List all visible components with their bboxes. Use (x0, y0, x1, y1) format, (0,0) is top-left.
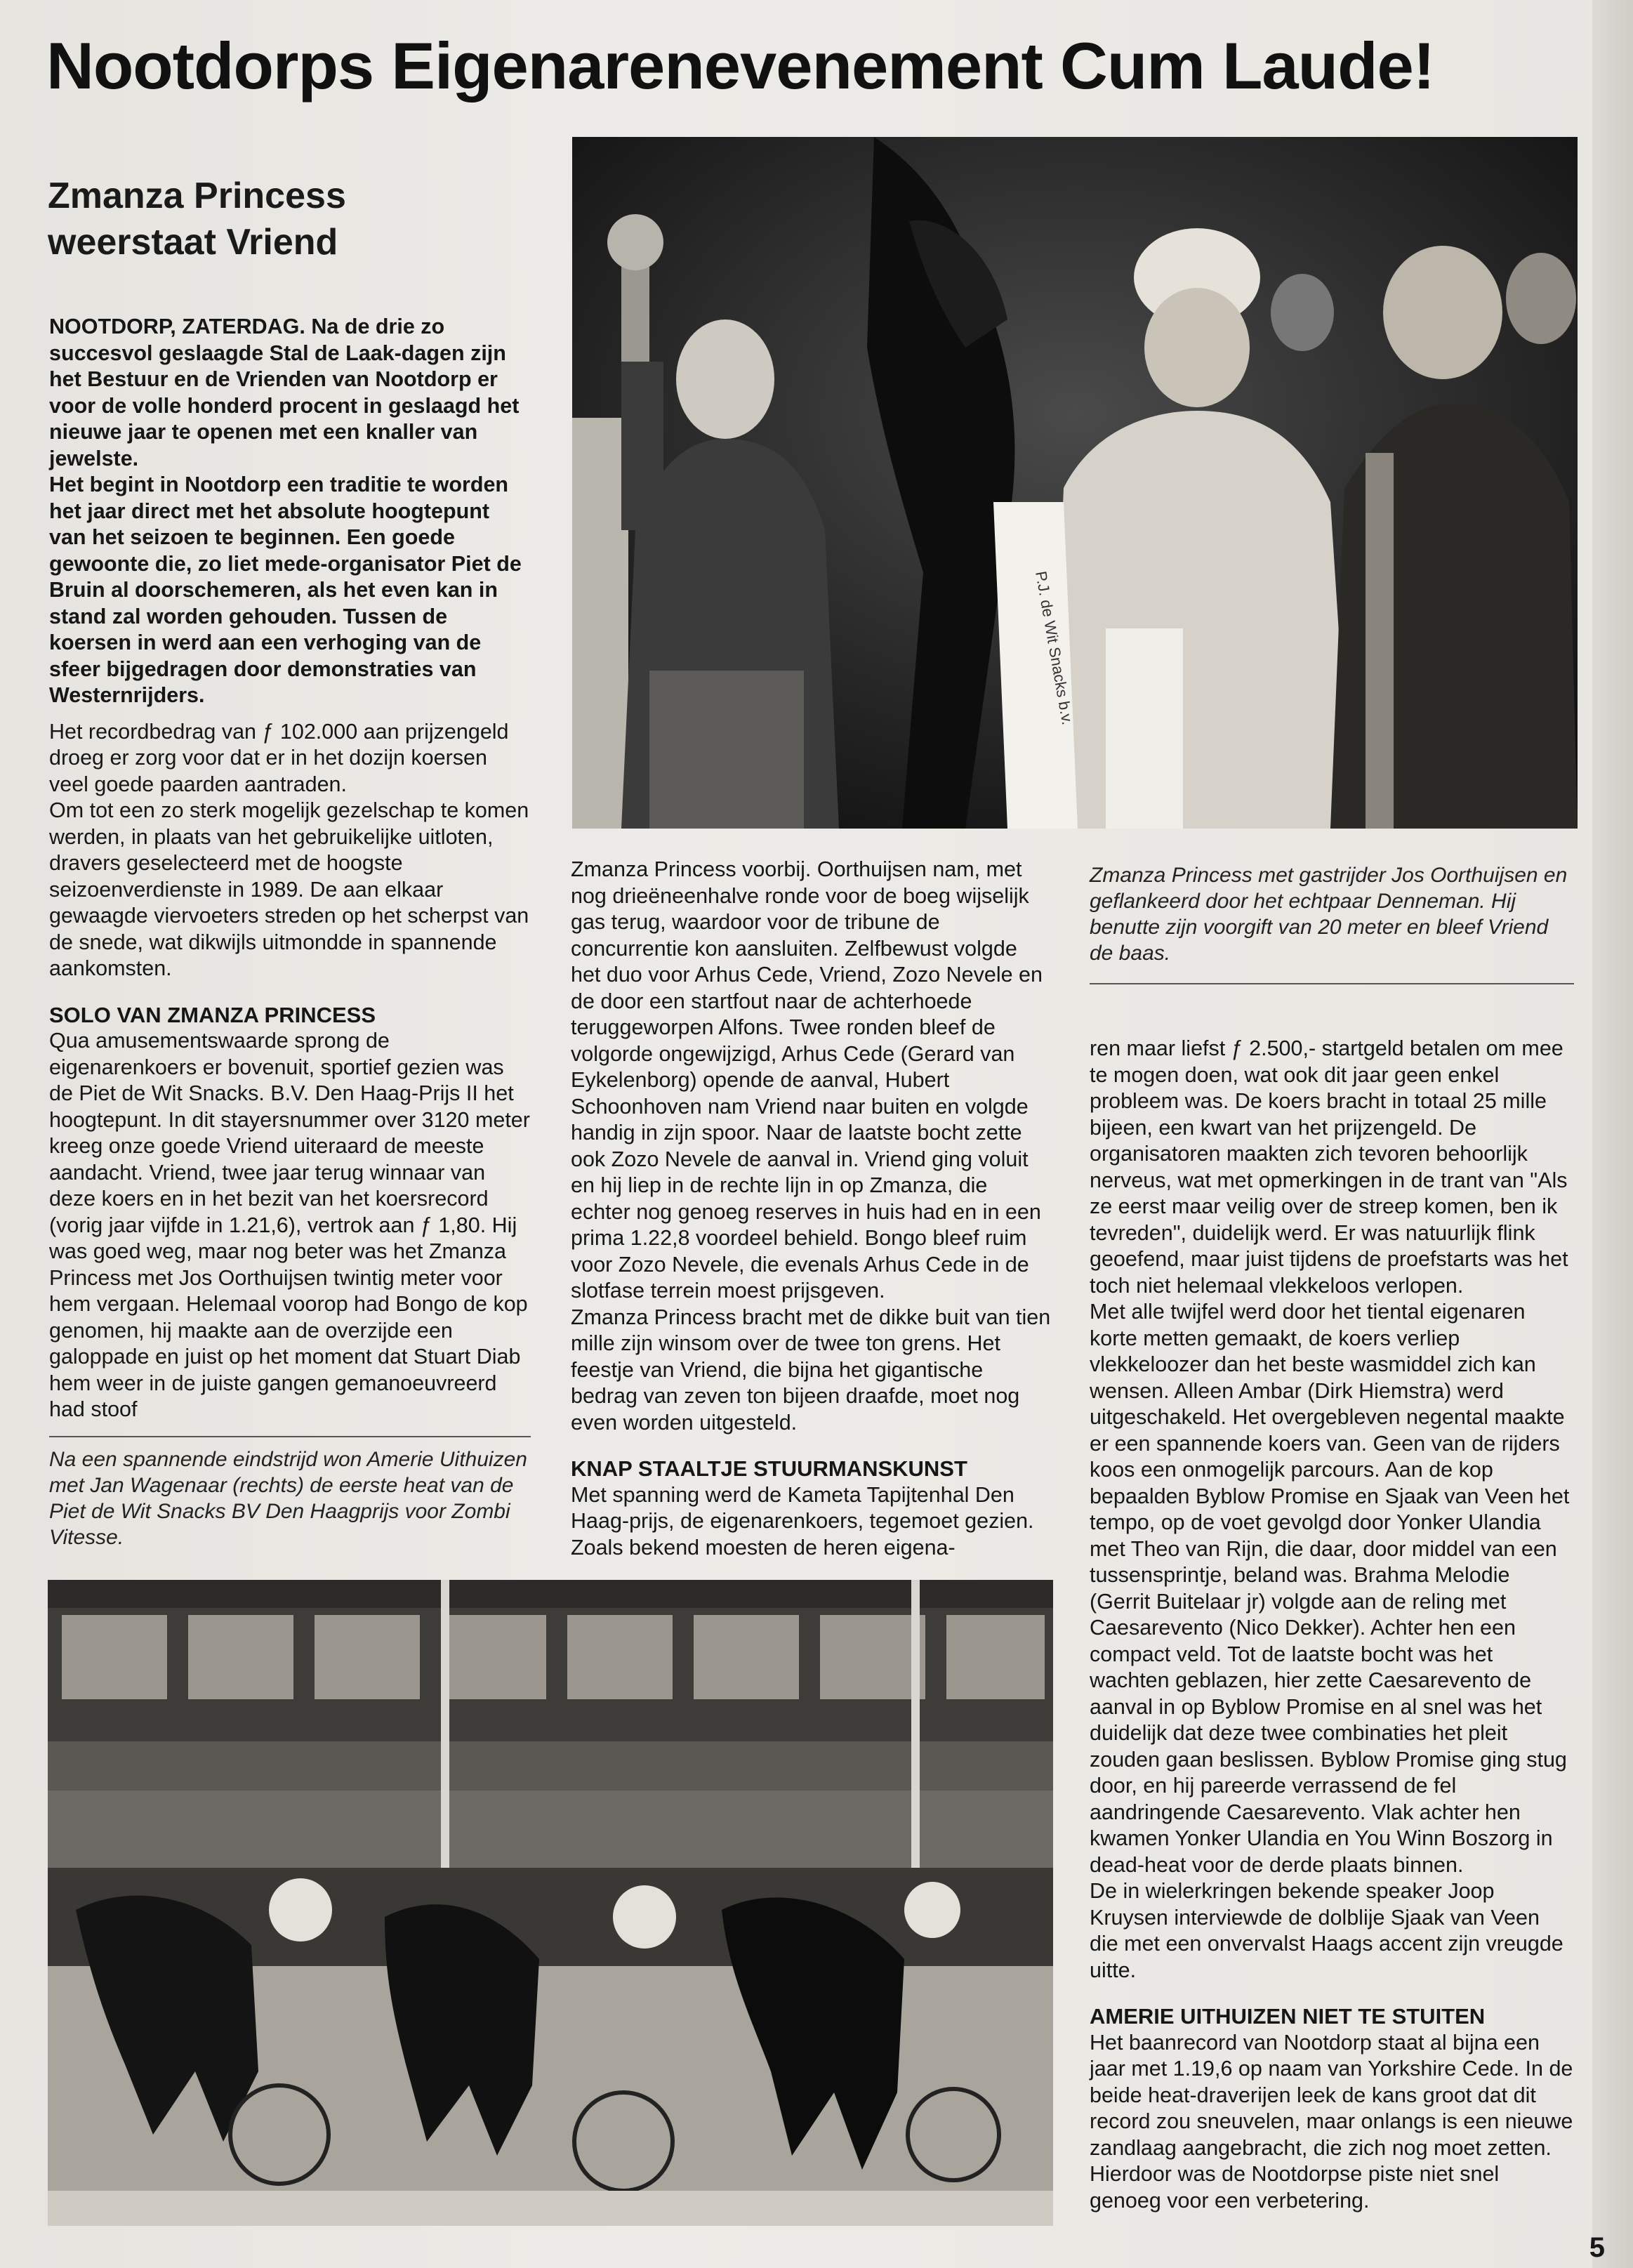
winner-photo-illustration (572, 137, 1578, 829)
section-heading-amerie: AMERIE UITHUIZEN NIET TE STUITEN (1090, 2004, 1486, 2029)
subheadline-line-1: Zmanza Princess (48, 176, 346, 216)
column-1-paragraph-1: Het recordbedrag van ƒ 102.000 aan prijzengeld droeg er zorg voor dat er in het dozijn koersen veel goede paarden aantraden. Om tot een zo sterk mogelijk gezelschap te komen werden, in plaats van het gebruikelijke uitloten, dravers geselecteerd met de hoogste seizoenverdienste in 1989. De aan elkaar gewaagde viervoeters streden op het scherpst van de snede, wat dikwijls uitmondde in spannende aankomsten. (49, 719, 529, 980)
column-1-paragraph-2: Qua amusementswaarde sprong de eigenarenkoers er bovenuit, sportief gezien was de Piet de Wit Snacks. B.V. Den Haag-Prijs II het hoogtepunt. In dit stayersnummer over 3120 meter kreeg onze goede Vriend uiteraard de meeste aandacht. Vriend, twee jaar terug winnaar van deze koers en in het bezit van het koersrecord (vorig jaar vijfde in 1.21,6), vertrok aan ƒ 1,80. Hij was goed weg, maar nog beter was het Zmanza Princess met Jos Oorthuijsen twintig meter voor hem vergaan. Helemaal voorop had Bongo de kop genomen, hij maakte aan de overzijde een galoppade en juist op het moment dat Stuart Diab hem weer in de juiste gangen gemanoeuvreerd had stoof (49, 1029, 530, 1421)
section-heading-stuurmanskunst: KNAP STAALTJE STUURMANSKUNST (571, 1456, 967, 1481)
race-photo (48, 1580, 1053, 2226)
column-2-paragraph-2: Met spanning werd de Kameta Tapijtenhal Den Haag-prijs, de eigenarenkoers, tegemoet gezien. Zoals bekend moesten de heren eigena- (571, 1482, 1034, 1560)
divider-left (49, 1436, 531, 1437)
page-edge (1592, 0, 1633, 2268)
ribbon-text: P.J. de Wit Snacks b.v. (1032, 569, 1077, 727)
column-1 (49, 314, 531, 1423)
race-photo-illustration (48, 1580, 1053, 2226)
column-3-paragraph-2: Het baanrecord van Nootdorp staat al bijna een jaar met 1.19,6 op naam van Yorkshire Cede. In de beide heat-draverijen leek de kans groot dat dit record zou sneuvelen, maar onlangs is een nieuwe zandlaag aangebracht, die zich nog moet zetten. Hierdoor was de Nootdorpse piste niet snel genoeg voor een verbetering. (1090, 2030, 1573, 2213)
headline: Nootdorps Eigenarenevenement Cum Laude! (46, 29, 1435, 103)
caption-race-photo: Na een spannende eindstrijd won Amerie Uithuizen met Jan Wagenaar (rechts) de eerste heat van de Piet de Wit Snacks BV Den Haagprijs voor Zombi Vitesse. (49, 1448, 527, 1549)
section-heading-solo: SOLO VAN ZMANZA PRINCESS (49, 1002, 376, 1027)
column-3 (1090, 1036, 1574, 2214)
winner-photo (572, 137, 1578, 829)
column-2 (571, 857, 1052, 1561)
caption-winner-photo: Zmanza Princess met gastrijder Jos Oorthuijsen en geflankeerd door het echtpaar Denneman. Hij benutte zijn voorgift van 20 meter en bleef Vriend de baas. (1090, 864, 1568, 965)
column-3-paragraph-1: ren maar liefst ƒ 2.500,- startgeld betalen om mee te mogen doen, wat ook dit jaar geen enkel probleem was. De koers bracht in totaal 25 mille bijeen, een kwart van het prijzengeld. De organisatoren maakten zich tevoren behoorlijk nerveus, wat met opmerkingen in de trant van "Als ze eerst maar veilig over de streep komen, ben ik tevreden", duidelijk werd. Er was natuurlijk flink geoefend, maar juist tijdens de proefstarts was het toch niet helemaal vlekkeloos verlopen. Met alle twijfel werd door het tiental eigenaren korte metten gemaakt, de koers verliep vlekkeloozer dan het beste wasmiddel zich kan wensen. Alleen Ambar (Dirk Hiemstra) werd uitgeschakeld. Het overgebleven negental maakte er een spannende koers van. Geen van de rijders koos een onmogelijk parcours. Aan de kop bepaalden Byblow Promise en Sjaak van Veen het tempo, op de voet gevolgd door Yonker Ulandia met Theo van Rijn, die daar, door middel van een tussensprintje, beland was. Brahma Melodie (Gerrit Buitelaar jr) volgde aan de reling met Caesarevento (Nico Dekker). Achter hen een compact veld. Tot de laatste bocht was het wachten geblazen, hier zette Caesarevento de aanval in op Byblow Promise en al snel was het duidelijk dat deze twee combinaties het pleit zouden gaan beslissen. Byblow Promise ging stug door, en hij pareerde verrassend de fel aandringende Caesarevento. Vlak achter hen kwamen Yonker Ulandia en You Winn Boszorg in dead-heat voor de derde plaats binnen. De in wielerkringen bekende speaker Joop Kruysen interviewde de dolblije Sjaak van Veen die met een onvervalst Haags accent zijn vreugde uitte. (1090, 1036, 1570, 1982)
column-2-paragraph-1: Zmanza Princess voorbij. Oorthuijsen nam, met nog drieëneenhalve ronde voor de boeg wijselijk gas terug, waardoor voor de tribune de concurrentie kon aansluiten. Zelfbewust volgde het duo voor Arhus Cede, Vriend, Zozo Nevele en de door een startfout naar de achterhoede teruggeworpen Alfons. Twee ronden bleef de volgorde ongewijzigd, Arhus Cede (Gerard van Eykelenborg) opende de aanval, Hubert Schoonhoven nam Vriend naar buiten en volgde handig in zijn spoor. Naar de laatste bocht zette ook Zozo Nevele de aanval in. Vriend ging voluit en hij liep in de rechte lijn in op Zmanza, die echter nog genoeg reserves in huis had en in een prima 1.22,8 voordeel behield. Bongo bleef ruim voor Zozo Nevele, die evenals Arhus Cede in de slotfase terrein moest prijsgeven. Zmanza Princess bracht met de dikke buit van tien mille zijn winsom over de twee ton grens. Het feestje van Vriend, die bijna het gigantische bedrag van zeven ton bijeen draafde, moet nog even worden uitgesteld. (571, 857, 1051, 1435)
subheadline (48, 173, 511, 265)
subheadline-line-2: weerstaat Vriend (48, 222, 338, 263)
page-number: 5 (1589, 2232, 1605, 2263)
intro-paragraph: NOOTDORP, ZATERDAG. Na de drie zo succesvol geslaagde Stal de Laak-dagen zijn het Bestuur en de Vrienden van Nootdorp er voor de volle honderd procent in geslaagd het nieuwe jaar te openen met een knaller van jewelste. Het begint in Nootdorp een traditie te worden het jaar direct met het absolute hoogtepunt van het seizoen te beginnen. Een goede gewoonte die, zo liet mede-organisator Piet de Bruin al doorschemeren, als het even kan in stand zal worden gehouden. Tussen de koersen in werd aan een verhoging van de sfeer bijgedragen door demonstraties van Westernrijders. (49, 315, 522, 707)
divider-right (1090, 983, 1574, 984)
